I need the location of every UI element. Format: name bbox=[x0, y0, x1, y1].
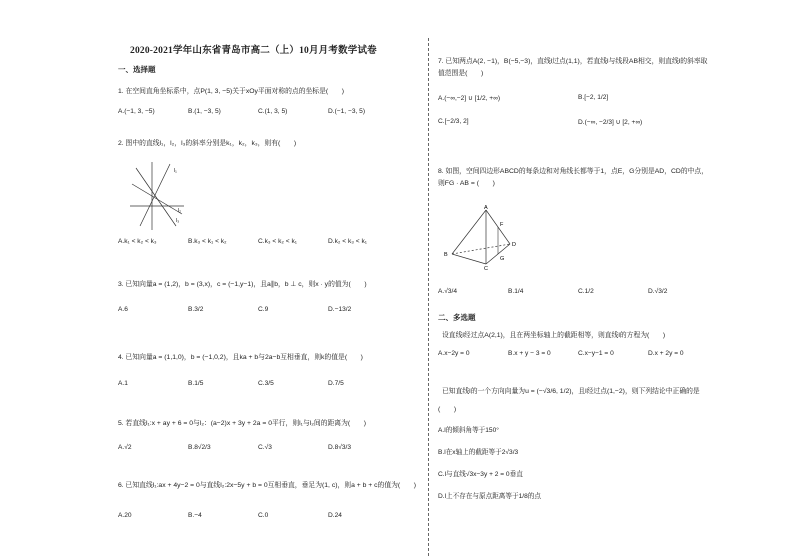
q1-option-d: D.(−1, −3, 5) bbox=[328, 108, 366, 115]
q9-option-b: B.x + y − 3 = 0 bbox=[508, 350, 551, 357]
page-title: 2020-2021学年山东省青岛市高二（上）10月月考数学试卷 bbox=[130, 46, 377, 56]
question-6: 6. 已知直线l₁:ax + 4y−2 = 0与直线l₂:2x−5y + b = 0互相垂直，垂足为(1, c)，则a + b + c的值为( ) bbox=[118, 482, 417, 489]
line-l3 bbox=[140, 164, 170, 226]
q1-option-a: A.(−1, 3, −5) bbox=[118, 108, 155, 115]
question-2: 2. 图中的直线l₁，l₂，l₃的斜率分别是k₁，k₂，k₃，则有( ) bbox=[118, 140, 297, 147]
point-g: G bbox=[500, 256, 505, 262]
q8-option-d: D.√3/2 bbox=[648, 288, 668, 295]
q10-option-a: A.l的倾斜角等于150° bbox=[438, 427, 499, 434]
section-heading-multi: 二、多选题 bbox=[438, 313, 476, 322]
q6-option-a: A.20 bbox=[118, 512, 132, 519]
column-divider bbox=[428, 38, 429, 556]
q6-option-d: D.24 bbox=[328, 512, 342, 519]
question-8: 8. 如图，空间四边形ABCD的每条边和对角线长都等于1，点E，G分别是AD，CD的中点，则FG · AB = ( ) bbox=[438, 168, 709, 187]
q8-option-b: B.1/4 bbox=[508, 288, 524, 295]
q10-option-c: C.l与直线√3x−3y + 2 = 0垂直 bbox=[438, 471, 523, 478]
q4-option-b: B.1/5 bbox=[188, 380, 204, 387]
label-l2: l₂ bbox=[178, 208, 182, 214]
question-4: 4. 已知向量a = (1,1,0)，b = (−1,0,2)，且ka + b与2a−b互相垂直，则k的值是( ) bbox=[118, 354, 363, 361]
question-10: 已知直线l的一个方向向量为u = (−√3/6, 1/2)，且l经过点(1,−2)，则下列结论中正确的是 bbox=[442, 388, 700, 395]
q4-option-d: D.7/5 bbox=[328, 380, 344, 387]
edge-bd bbox=[452, 244, 510, 254]
label-l1: l₁ bbox=[174, 168, 177, 174]
q2-option-d: D.k₂ < k₃ < k₁ bbox=[328, 238, 367, 245]
question-7: 7. 已知两点A(2, −1)，B(−5,−3)，直线l过点(1,1)，若直线l与线段AB相交，则直线l的斜率取值范围是( ) bbox=[438, 58, 708, 77]
q7-option-b: B.[−2, 1/2] bbox=[578, 94, 609, 101]
q8-tetrahedron-figure bbox=[444, 204, 524, 270]
vertex-a: A bbox=[484, 205, 488, 211]
vertex-d: D bbox=[512, 242, 516, 248]
edge-ab bbox=[452, 210, 486, 254]
q8-option-c: C.1/2 bbox=[578, 288, 594, 295]
vertex-c: C bbox=[484, 266, 488, 270]
q9-option-c: C.x−y−1 = 0 bbox=[578, 350, 614, 357]
q5-option-b: B.8√2/3 bbox=[188, 444, 211, 451]
q6-option-c: C.0 bbox=[258, 512, 269, 519]
q2-lines-figure bbox=[126, 160, 186, 232]
edge-bc bbox=[452, 254, 486, 264]
q10-option-d: D.l上不存在与原点距离等于1/8的点 bbox=[438, 493, 541, 500]
q8-option-a: A.√3/4 bbox=[438, 288, 458, 295]
vertex-b: B bbox=[444, 252, 448, 258]
q3-option-b: B.3/2 bbox=[188, 306, 204, 313]
q1-option-b: B.(1, −3, 5) bbox=[188, 108, 221, 115]
point-f: F bbox=[500, 222, 504, 228]
q10-option-b: B.l在x轴上的截距等于2√3/3 bbox=[438, 449, 519, 456]
q5-option-d: D.8√3/3 bbox=[328, 444, 352, 451]
q2-option-b: B.k₃ < k₁ < k₂ bbox=[188, 238, 227, 245]
q6-option-b: B.−4 bbox=[188, 512, 202, 519]
question-9: 设直线l经过点A(2,1)，且在两坐标轴上的截距相等，则直线l的方程为( ) bbox=[442, 332, 666, 339]
q5-option-c: C.√3 bbox=[258, 444, 272, 451]
q2-option-c: C.k₃ < k₂ < k₁ bbox=[258, 238, 297, 245]
q9-option-d: D.x + 2y = 0 bbox=[648, 350, 684, 357]
q3-option-c: C.9 bbox=[258, 306, 269, 313]
question-10-paren: ( ) bbox=[438, 406, 457, 413]
q2-option-a: A.k₁ < k₂ < k₃ bbox=[118, 238, 157, 245]
section-heading-choice: 一、选择题 bbox=[118, 65, 156, 74]
q4-option-c: C.3/5 bbox=[258, 380, 274, 387]
question-3: 3. 已知向量a = (1,2)，b = (3,x)，c = (−1,y−1)，且a∥b，b ⊥ c，则x · y的值为( ) bbox=[118, 281, 367, 288]
q9-option-a: A.x−2y = 0 bbox=[438, 350, 470, 357]
line-l2 bbox=[132, 184, 182, 214]
q7-option-d: D.(−∞, −2/3] ∪ [2, +∞) bbox=[578, 119, 643, 126]
label-l3: l₃ bbox=[176, 218, 180, 224]
q3-option-a: A.6 bbox=[118, 306, 128, 313]
q7-option-c: C.[−2/3, 2] bbox=[438, 118, 469, 125]
q1-option-c: C.(1, 3, 5) bbox=[258, 108, 288, 115]
q5-option-a: A.√2 bbox=[118, 444, 132, 451]
line-l1 bbox=[136, 168, 176, 226]
q3-option-d: D.−13/2 bbox=[328, 306, 352, 313]
q7-option-a: A.(−∞,−2] ∪ [1/2, +∞) bbox=[438, 95, 501, 102]
q4-option-a: A.1 bbox=[118, 380, 128, 387]
question-5: 5. 若直线l₁:x + ay + 6 = 0与l₂：(a−2)x + 3y + 2a = 0平行，则l₁与l₂间的距离为( ) bbox=[118, 420, 367, 427]
question-1: 1. 在空间直角坐标系中，点P(1, 3, −5)关于xOy平面对称的点的坐标是( ) bbox=[118, 88, 345, 95]
